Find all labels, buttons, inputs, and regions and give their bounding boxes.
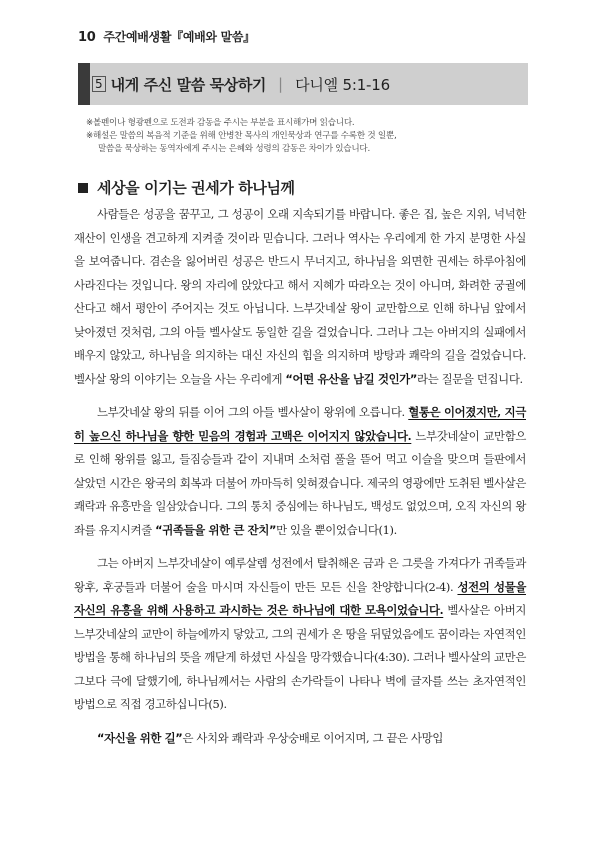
quote-emphasis: “자신을 위한 길”	[97, 730, 183, 745]
note-line: ※볼펜이나 형광펜으로 도전과 감동을 주시는 부분을 표시해가며 읽습니다.	[86, 118, 355, 128]
note-line: ※해설은 말씀의 복음적 기준을 위해 안병찬 목사의 개인묵상과 연구를 수록한 것 일뿐,	[86, 131, 397, 141]
running-header	[78, 28, 255, 45]
note-line: 말씀을 묵상하는 동역자에게 주시는 은혜와 성령의 감동은 차이가 있습니다.	[98, 144, 370, 154]
body-text	[74, 203, 526, 760]
scripture-reference: 다니엘 5:1-16	[295, 75, 390, 94]
page-number: 10	[78, 30, 96, 45]
black-square-icon	[78, 183, 88, 193]
banner-accent-bar	[78, 63, 90, 105]
underlined-emphasis: 혈통은 이어졌지만, 지극히 높으신 하나님을 향한 믿음의 경험과 고백은 이어지지 않았습니다.	[74, 405, 526, 443]
section-heading-text: 세상을 이기는 권세가 하나님께	[97, 179, 295, 197]
underlined-emphasis: 성전의 성물을 자신의 유흥을 위해 사용하고 과시하는 것은 하나님에 대한 모욕이었습니다.	[74, 579, 526, 617]
quote-emphasis: “귀족들을 위한 큰 잔치”	[155, 522, 277, 537]
paragraph: 사람들은 성공을 꿈꾸고, 그 성공이 오래 지속되기를 바랍니다. 좋은 집, 높은 지위, 넉넉한 재산이 인생을 견고하게 지켜줄 것이라 믿습니다. 그러나 역사는 우리에게 한 가지 분명한 사실을 보여줍니다. 겸손을 잃어버린 성공은 반드시 무너지고, 하나님을 외면한 권세는 하루아침에 사라진다는 것입니다. 왕의 자리에 앉았다고 해서 지혜가 따라오는 것이 아니며, 화려한 궁궐에 산다고 해서 평안이 주어지는 것도 아닙니다. 느부갓네살 왕이 교만함으로 인해 하나님 앞에서 낮아졌던 것처럼, 그의 아들 벨사살도 동일한 길을 걸었습니다. 그러나 그는 아버지의 실패에서 배우지 않았고, 하나님을 의지하는 대신 자신의 힘을 의지하며 방탕과 쾌락의 길을 걸었습니다. 벨사살 왕의 이야기는 오늘을 사는 우리에게 “어떤 유산을 남길 것인가”라는 질문을 던집니다.	[74, 207, 526, 386]
banner-title: 내게 주신 말씀 묵상하기	[110, 75, 267, 94]
paragraph: 느부갓네살 왕의 뒤를 이어 그의 아들 벨사살이 왕위에 오릅니다. 혈통은 이어졌지만, 지극히 높으신 하나님을 향한 믿음의 경험과 고백은 이어지지 않았습니다. 느부갓네살이 교만함으로 인해 왕위를 잃고, 들짐승들과 같이 지내며 소처럼 풀을 뜯어 먹고 이슬을 맞으며 들판에서 살았던 시간은 왕국의 회복과 더불어 까마득히 잊혀졌습니다. 제국의 영광에만 도취된 벨사살은 쾌락과 유흥만을 일삼았습니다. 그의 통치 중심에는 하나님도, 백성도 없었으며, 오직 자신의 왕좌를 유지시켜줄 “귀족들을 위한 큰 잔치”만 있을 뿐이었습니다(1).	[74, 405, 527, 537]
quote-emphasis: “어떤 유산을 남길 것인가”	[285, 371, 418, 386]
book-title: 주간예배생활『예배와 말씀』	[103, 30, 255, 44]
section-banner	[78, 63, 528, 105]
paragraph: 그는 아버지 느부갓네살이 예루살렘 성전에서 탈취해온 금과 은 그릇을 가져다가 귀족들과 왕후, 후궁들과 더불어 술을 마시며 자신들이 만든 모든 신을 찬양합니다(2-4). 성전의 성물을 자신의 유흥을 위해 사용하고 과시하는 것은 하나님에 대한 모욕이었습니다. 벨사살은 아버지 느부갓네살의 교만이 하늘에까지 닿았고, 그의 권세가 온 땅을 뒤덮었음에도 꿈이라는 자연적인 방법을 통해 하나님의 뜻을 깨닫게 하셨던 사실을 망각했습니다(4:30). 그러나 벨사살의 교만은 그보다 극에 달했기에, 하나님께서는 사람의 손가락들이 나타나 벽에 글자를 쓰는 초자연적인 방법으로 직접 경고하십니다(5).	[74, 556, 526, 711]
banner-number-box: 5	[92, 76, 106, 92]
section-heading	[78, 177, 295, 198]
banner-separator: |	[278, 75, 284, 93]
reading-notes	[86, 117, 526, 156]
paragraph: “자신을 위한 길”은 사치와 쾌락과 우상숭배로 이어지며, 그 끝은 사망입	[97, 730, 443, 745]
